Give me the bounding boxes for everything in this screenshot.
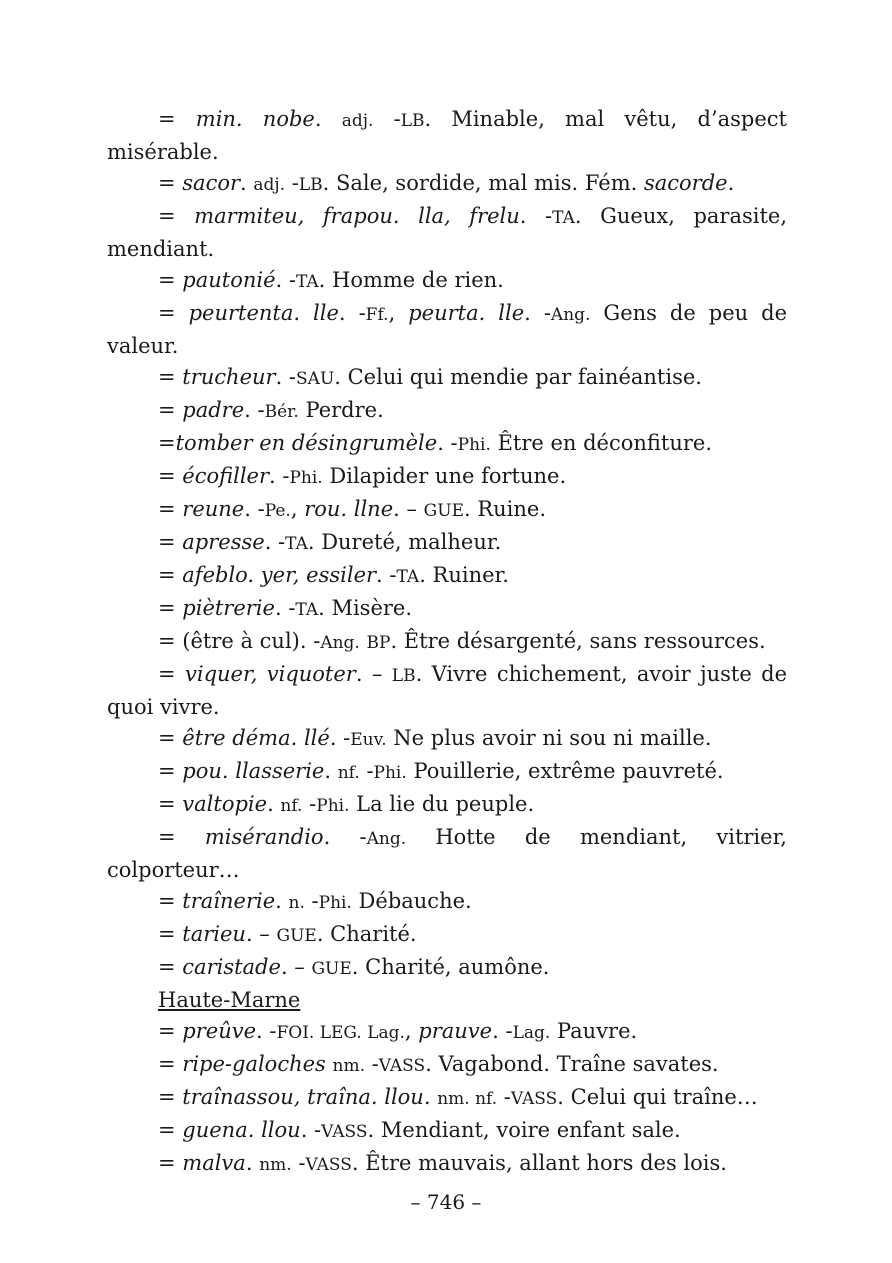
entry-text xyxy=(360,629,367,653)
entry-text: = xyxy=(158,107,196,131)
entry-text: . - xyxy=(524,301,551,325)
abbreviation: TA xyxy=(396,567,420,587)
dictionary-entry xyxy=(107,919,787,952)
entry-text: = (être à cul). - xyxy=(158,629,321,653)
headword: peurta. lle xyxy=(408,301,525,325)
entry-text: = xyxy=(158,596,183,620)
dictionary-entry xyxy=(107,659,787,723)
headword: rou. llne xyxy=(304,497,394,521)
entry-text: . Dureté, malheur. xyxy=(307,530,502,554)
entry-text: - xyxy=(497,1085,511,1109)
page-body xyxy=(107,104,787,1181)
abbreviation: GUE xyxy=(311,959,352,979)
entry-text: . - xyxy=(244,497,265,521)
entry-text: Ne plus avoir ni sou ni maille. xyxy=(386,726,712,750)
headword: être déma. llé xyxy=(182,726,330,750)
entry-text: - xyxy=(291,1151,306,1175)
dictionary-entry xyxy=(107,428,787,461)
headword: pou. llasserie xyxy=(182,759,325,783)
abbreviation: LB xyxy=(298,175,323,195)
entry-text: . – xyxy=(393,497,424,521)
headword: ripe-galoches xyxy=(182,1052,326,1076)
abbreviation: VASS xyxy=(305,1155,352,1175)
entry-text: = xyxy=(158,955,183,979)
entry-text: . - xyxy=(275,268,296,292)
entry-text: . - xyxy=(274,596,296,620)
headword: viquer, viquoter xyxy=(184,662,356,686)
abbreviation: Euv. xyxy=(350,730,387,750)
entry-text: . xyxy=(245,1151,260,1175)
entry-text: . Minable, mal vêtu, d’aspect misérable. xyxy=(107,107,787,164)
abbreviation: FOI. LEG. Lag. xyxy=(276,1023,405,1043)
dictionary-entry xyxy=(107,1049,787,1082)
entry-text: = xyxy=(158,1085,183,1109)
entry-text: . - xyxy=(269,464,290,488)
entry-text: . - xyxy=(376,563,397,587)
entry-text: . - xyxy=(519,204,553,228)
abbreviation: nf. xyxy=(337,763,360,783)
entry-text: . Vivre chichement, avoir juste de quoi vivre. xyxy=(107,662,787,719)
entry-text: - xyxy=(304,889,319,913)
abbreviation: Ff. xyxy=(365,305,389,325)
entry-text: = xyxy=(158,497,183,521)
headword: guena. llou xyxy=(182,1118,301,1142)
headword: marmiteu, frapou. lla, frelu xyxy=(194,204,520,228)
entry-text: . - xyxy=(256,1019,277,1043)
abbreviation: VASS xyxy=(378,1056,426,1076)
entry-text: . - xyxy=(338,301,366,325)
abbreviation: nm. xyxy=(259,1155,292,1175)
entry-text: . xyxy=(267,792,281,816)
dictionary-entry xyxy=(107,1115,787,1148)
headword: trucheur xyxy=(182,365,276,389)
entry-text: = xyxy=(158,759,183,783)
dictionary-entry xyxy=(107,789,787,822)
entry-text: . – xyxy=(280,955,312,979)
entry-text: , xyxy=(404,1019,419,1043)
entry-text: - xyxy=(365,1052,379,1076)
dictionary-entry xyxy=(107,494,787,527)
dictionary-entry xyxy=(107,265,787,298)
entry-text: = xyxy=(158,464,183,488)
abbreviation: LB xyxy=(400,111,425,131)
dictionary-entry xyxy=(107,1082,787,1115)
abbreviation: TA xyxy=(295,272,319,292)
dictionary-entry xyxy=(107,395,787,428)
abbreviation: VASS xyxy=(321,1122,368,1142)
dictionary-entry xyxy=(107,527,787,560)
entry-text: = xyxy=(158,268,183,292)
entry-text: , xyxy=(290,497,305,521)
headword: malva xyxy=(182,1151,246,1175)
dictionary-entry xyxy=(107,168,787,201)
abbreviation: BP xyxy=(366,633,391,653)
entry-text: = xyxy=(158,662,185,686)
headword: tarieu xyxy=(182,922,246,946)
abbreviation: Lag. xyxy=(512,1023,551,1043)
headword: écofiller xyxy=(182,464,270,488)
headword: traînassou, traîna. llou xyxy=(182,1085,424,1109)
dictionary-entry xyxy=(107,756,787,789)
entry-text: . xyxy=(423,1085,438,1109)
entry-text: = xyxy=(158,171,183,195)
abbreviation: VASS xyxy=(510,1089,558,1109)
headword: pautonié xyxy=(182,268,276,292)
entry-text: . – xyxy=(355,662,392,686)
abbreviation: SAU xyxy=(296,369,335,389)
headword: piètrerie xyxy=(182,596,275,620)
abbreviation: n. xyxy=(288,893,305,913)
entry-text: Pauvre. xyxy=(550,1019,638,1043)
dictionary-entry xyxy=(107,1148,787,1181)
entry-text: . Être mauvais, allant hors des lois. xyxy=(351,1151,727,1175)
entry-text: - xyxy=(285,171,299,195)
headword: reune xyxy=(182,497,245,521)
entry-text: . Misère. xyxy=(318,596,413,620)
entry-text: Gens de peu de valeur. xyxy=(107,301,788,358)
entry-text: = xyxy=(158,889,183,913)
dictionary-entry xyxy=(107,560,787,593)
headword: preûve xyxy=(182,1019,257,1043)
entry-text: . Ruiner. xyxy=(419,563,509,587)
entry-text: Dilapider une fortune. xyxy=(322,464,567,488)
entry-text: = xyxy=(158,1151,183,1175)
entry-text: = xyxy=(158,365,183,389)
entry-text: . - xyxy=(300,1118,322,1142)
headword: tomber en désingrumèle xyxy=(175,431,438,455)
entry-text: , xyxy=(388,301,409,325)
headword: afeblo. yer, essiler xyxy=(182,563,377,587)
abbreviation: Ang. xyxy=(320,633,360,653)
dictionary-entry xyxy=(107,723,787,756)
entry-text: - xyxy=(302,792,317,816)
entry-text: = xyxy=(158,563,183,587)
abbreviation: LB xyxy=(391,666,416,686)
entry-text: Être en déconfiture. xyxy=(490,431,713,455)
headword: prauve xyxy=(418,1019,493,1043)
headword: padre xyxy=(182,398,245,422)
abbreviation: nm. nf. xyxy=(437,1089,498,1109)
dictionary-entry xyxy=(107,886,787,919)
abbreviation: Phi. xyxy=(289,468,323,488)
dictionary-entry xyxy=(107,461,787,494)
headword: misérandio xyxy=(204,825,324,849)
abbreviation: Phi. xyxy=(457,435,491,455)
entry-text: . xyxy=(314,107,342,131)
dictionary-entry xyxy=(107,1016,787,1049)
page-number: – 746 – xyxy=(410,1190,482,1214)
entry-text: La lie du peuple. xyxy=(349,792,535,816)
section-title: Haute-Marne xyxy=(158,988,301,1012)
entry-text: . Charité, aumône. xyxy=(351,955,550,979)
abbreviation: adj. xyxy=(341,111,374,131)
entry-text: . Homme de rien. xyxy=(318,268,504,292)
abbreviation: adj. xyxy=(253,175,286,195)
dictionary-entry xyxy=(107,593,787,626)
dictionary-entry xyxy=(107,626,787,659)
entry-text: . - xyxy=(329,726,351,750)
entry-text: . Ruine. xyxy=(464,497,547,521)
entry-text: = xyxy=(158,431,176,455)
entry-text: = xyxy=(158,792,183,816)
entry-text: . xyxy=(324,759,338,783)
entry-text: - xyxy=(373,107,401,131)
entry-text: = xyxy=(158,398,183,422)
headword: valtopie xyxy=(182,792,268,816)
dictionary-entry xyxy=(107,201,787,265)
entry-text: = xyxy=(158,825,205,849)
abbreviation: nm. xyxy=(332,1056,365,1076)
entry-text: Débauche. xyxy=(351,889,472,913)
entry-text: . xyxy=(275,889,289,913)
headword: apresse xyxy=(182,530,265,554)
dictionary-entry xyxy=(107,952,787,985)
entry-text: Pouillerie, extrême pauvreté. xyxy=(406,759,724,783)
abbreviation: Ang. xyxy=(550,305,591,325)
entry-text: = xyxy=(158,726,183,750)
entry-text: = xyxy=(158,922,183,946)
abbreviation: Bér. xyxy=(264,402,299,422)
entry-text: . Celui qui traîne… xyxy=(557,1085,758,1109)
headword: traînerie xyxy=(182,889,276,913)
abbreviation: Pe. xyxy=(264,501,291,521)
entry-text: . - xyxy=(275,365,297,389)
entry-text: . Sale, sordide, mal mis. Fém. xyxy=(322,171,644,195)
entry-text: Hotte de mendiant, vitrier, colporteur… xyxy=(107,825,787,882)
abbreviation: TA xyxy=(295,600,319,620)
abbreviation: GUE xyxy=(276,926,317,946)
entry-text: . - xyxy=(244,398,265,422)
entry-text: . - xyxy=(492,1019,513,1043)
entry-text: = xyxy=(158,1019,183,1043)
abbreviation: Ang. xyxy=(366,829,407,849)
headword: sacorde. xyxy=(643,171,735,195)
entry-text: . Être désargenté, sans ressources. xyxy=(390,629,766,653)
headword: sacor xyxy=(182,171,241,195)
entry-text: . - xyxy=(437,431,458,455)
entry-text: . Mendiant, voire enfant sale. xyxy=(367,1118,681,1142)
dictionary-entry xyxy=(107,104,787,168)
entry-text: . Celui qui mendie par fainéantise. xyxy=(334,365,702,389)
abbreviation: TA xyxy=(285,534,308,554)
entry-text: . – xyxy=(245,922,277,946)
abbreviation: Phi. xyxy=(318,893,352,913)
entry-text: . - xyxy=(264,530,286,554)
abbreviation: Phi. xyxy=(316,796,350,816)
entry-text: = xyxy=(158,530,183,554)
entry-text: . Gueux, parasite, mendiant. xyxy=(107,204,787,261)
abbreviation: nf. xyxy=(280,796,303,816)
entry-text: = xyxy=(158,301,189,325)
headword: peurtenta. lle xyxy=(188,301,339,325)
dictionary-entry xyxy=(107,298,787,362)
dictionary-entry xyxy=(107,362,787,395)
entry-text: Perdre. xyxy=(298,398,384,422)
entry-text: . Vagabond. Traîne savates. xyxy=(425,1052,719,1076)
entry-text: = xyxy=(158,1118,183,1142)
entry-text: . Charité. xyxy=(316,922,417,946)
headword: caristade xyxy=(182,955,281,979)
entry-text: = xyxy=(158,204,195,228)
entry-text xyxy=(326,1052,333,1076)
entry-text: - xyxy=(359,759,374,783)
dictionary-entry xyxy=(107,822,787,886)
entry-text: = xyxy=(158,1052,183,1076)
abbreviation: GUE xyxy=(423,501,464,521)
abbreviation: TA xyxy=(552,208,575,228)
headword: min. nobe xyxy=(195,107,315,131)
entry-text: . xyxy=(240,171,254,195)
abbreviation: Phi. xyxy=(373,763,407,783)
entry-text: . - xyxy=(323,825,367,849)
